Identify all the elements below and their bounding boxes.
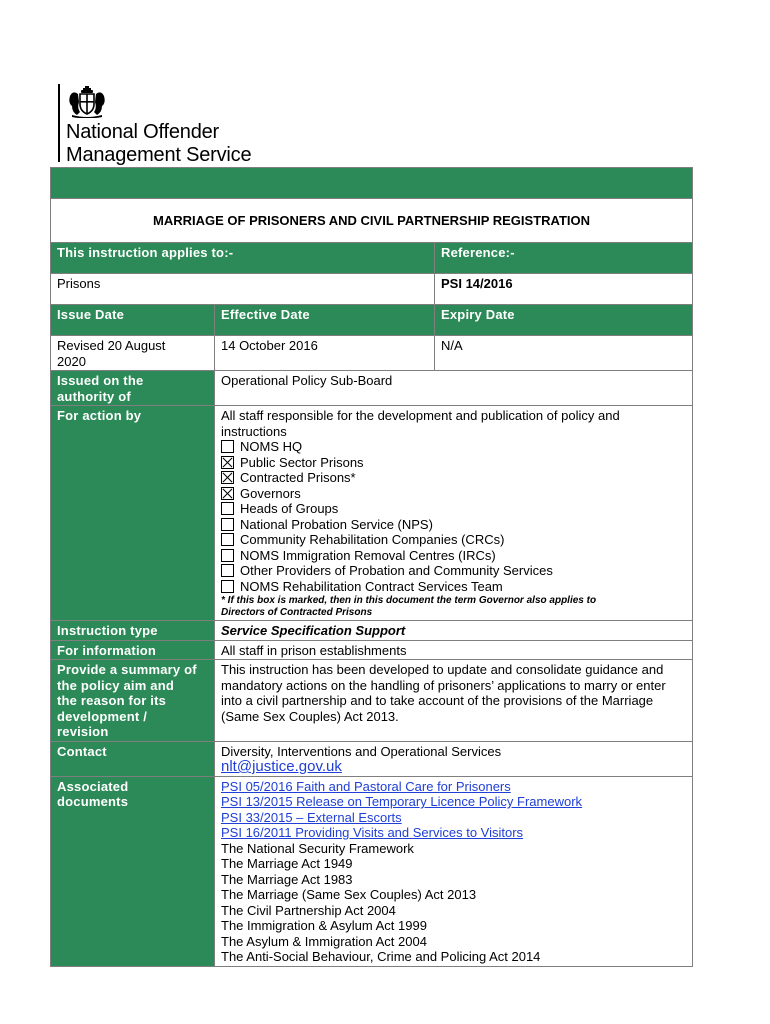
associated-doc-text: The Immigration & Asylum Act 1999 — [221, 918, 427, 933]
empty-box-icon — [221, 533, 234, 546]
issue-date-value — [51, 336, 215, 371]
associated-doc-link[interactable]: PSI 33/2015 – External Escorts — [221, 809, 402, 825]
contact-department: Diversity, Interventions and Operational Services — [221, 743, 502, 759]
contact-row — [51, 741, 693, 776]
reference-value: PSI 14/2016 — [435, 274, 693, 305]
empty-box-icon — [221, 580, 234, 593]
associated-doc-item — [221, 779, 686, 795]
summary-label-line: revision — [57, 724, 109, 739]
expiry-date-label: Expiry Date — [435, 305, 693, 336]
action-item-label: Other Providers of Probation and Community Services — [240, 563, 553, 578]
dates-header-row — [51, 305, 693, 336]
associated-doc-item — [221, 794, 686, 810]
expiry-date-value: N/A — [435, 336, 693, 371]
associated-doc-text: The Marriage (Same Sex Couples) Act 2013 — [221, 887, 477, 902]
contact-label: Contact — [51, 741, 215, 776]
summary-label-line: the reason for its — [57, 693, 167, 708]
effective-date-value: 14 October 2016 — [215, 336, 435, 371]
action-checkbox-item — [221, 579, 686, 595]
summary-label-line: Provide a summary of — [57, 662, 197, 677]
org-name-line-2: Management Service — [66, 144, 252, 166]
applies-to-value: Prisons — [51, 274, 435, 305]
authority-label-line-1: Issued on the — [57, 373, 144, 388]
action-item-label: Governors — [240, 485, 301, 501]
summary-row — [51, 660, 693, 742]
action-row — [51, 406, 693, 621]
action-checkbox-item — [221, 455, 686, 471]
empty-box-icon — [221, 549, 234, 562]
action-label: For action by — [51, 406, 215, 621]
action-item-label: NOMS Rehabilitation Contract Services Team — [240, 578, 503, 594]
checked-box-icon — [221, 456, 234, 469]
action-checkbox-item — [221, 532, 686, 548]
action-checkbox-item — [221, 470, 686, 486]
empty-box-icon — [221, 502, 234, 515]
action-item-label: NOMS HQ — [240, 439, 303, 454]
associated-doc-text: The Civil Partnership Act 2004 — [221, 902, 396, 918]
action-note-line-2: Directors of Contracted Prisons — [221, 607, 373, 618]
for-info-label: For information — [51, 640, 215, 660]
summary-value: This instruction has been developed to update and consolidate guidance and mandatory actions on the handling of prisoners’ applications to marry or enter into a civil partnership and to take account of the provisions of the Marriage (Same Sex Couples) Act 2013. — [215, 660, 693, 742]
summary-label-line: development / — [57, 708, 148, 724]
associated-doc-text: The Marriage Act 1949 — [221, 856, 353, 871]
issue-date-label: Issue Date — [51, 305, 215, 336]
action-checkbox-item — [221, 439, 686, 455]
associated-doc-link[interactable]: PSI 13/2015 Release on Temporary Licence Policy Framework — [221, 794, 583, 809]
action-item-label: Contracted Prisons* — [240, 470, 356, 485]
header-band — [51, 168, 693, 199]
reference-label: Reference:- — [435, 243, 693, 274]
associated-docs-row — [51, 776, 693, 966]
empty-box-icon — [221, 518, 234, 531]
action-item-label: NOMS Immigration Removal Centres (IRCs) — [240, 547, 496, 563]
associated-docs-label — [51, 776, 215, 966]
summary-label — [51, 660, 215, 742]
applies-value-row — [51, 274, 693, 305]
issue-date-line-1: Revised 20 August — [57, 338, 166, 353]
action-checkbox-item — [221, 548, 686, 564]
associated-doc-text: The Marriage Act 1983 — [221, 871, 353, 887]
applies-to-label: This instruction applies to:- — [51, 243, 435, 274]
action-checklist — [221, 439, 686, 594]
title-row — [51, 199, 693, 243]
action-checkbox-item — [221, 501, 686, 517]
instruction-type-row — [51, 621, 693, 641]
action-checkbox-item — [221, 486, 686, 502]
associated-doc-text: The National Security Framework — [221, 840, 414, 856]
royal-crest-icon — [66, 84, 108, 118]
empty-box-icon — [221, 564, 234, 577]
associated-doc-text: The Anti-Social Behaviour, Crime and Policing Act 2014 — [221, 949, 541, 964]
effective-date-label: Effective Date — [215, 305, 435, 336]
checked-box-icon — [221, 471, 234, 484]
document-title: MARRIAGE OF PRISONERS AND CIVIL PARTNERSHIP REGISTRATION — [51, 199, 693, 243]
issue-date-line-2: 2020 — [57, 353, 86, 369]
for-info-row — [51, 640, 693, 660]
action-item-label: Public Sector Prisons — [240, 454, 364, 470]
associated-doc-item — [221, 810, 686, 826]
org-name-line-1: National Offender — [66, 121, 219, 143]
associated-docs-list — [215, 776, 693, 966]
action-item-label: National Probation Service (NPS) — [240, 516, 433, 532]
action-note-line-1: * If this box is marked, then in this document the term Governor also applies to — [221, 595, 597, 606]
action-value — [215, 406, 693, 621]
associated-doc-link[interactable]: PSI 16/2011 Providing Visits and Services to Visitors — [221, 825, 524, 840]
action-item-label: Heads of Groups — [240, 501, 339, 516]
action-intro: All staff responsible for the development and publication of policy and instructions — [221, 408, 620, 439]
authority-label — [51, 371, 215, 406]
authority-row — [51, 371, 693, 406]
contact-email-link[interactable]: nlt@justice.gov.uk — [221, 758, 342, 775]
associated-doc-text: The Asylum & Immigration Act 2004 — [221, 933, 427, 949]
summary-label-line: the policy aim and — [57, 677, 175, 693]
associated-doc-link[interactable]: PSI 05/2016 Faith and Pastoral Care for Prisoners — [221, 778, 511, 794]
associated-label-line-2: documents — [57, 794, 129, 809]
instruction-type-label: Instruction type — [51, 621, 215, 641]
associated-doc-item — [221, 825, 686, 841]
action-checkbox-item — [221, 563, 686, 579]
applies-header-row — [51, 243, 693, 274]
header-band-row — [51, 168, 693, 199]
instruction-type-value: Service Specification Support — [215, 621, 693, 641]
dates-value-row — [51, 336, 693, 371]
empty-box-icon — [221, 440, 234, 453]
for-info-value: All staff in prison establishments — [215, 640, 693, 660]
action-checkbox-item — [221, 517, 686, 533]
instruction-summary-table — [50, 167, 693, 967]
associated-label-line-1: Associated — [57, 778, 129, 794]
action-note — [221, 595, 686, 619]
logo-rule — [58, 84, 60, 162]
action-item-label: Community Rehabilitation Companies (CRCs) — [240, 532, 505, 547]
authority-label-line-2: authority of — [57, 388, 131, 404]
authority-value: Operational Policy Sub-Board — [215, 371, 693, 406]
checked-box-icon — [221, 487, 234, 500]
contact-value — [215, 741, 693, 776]
noms-logo — [58, 84, 318, 164]
